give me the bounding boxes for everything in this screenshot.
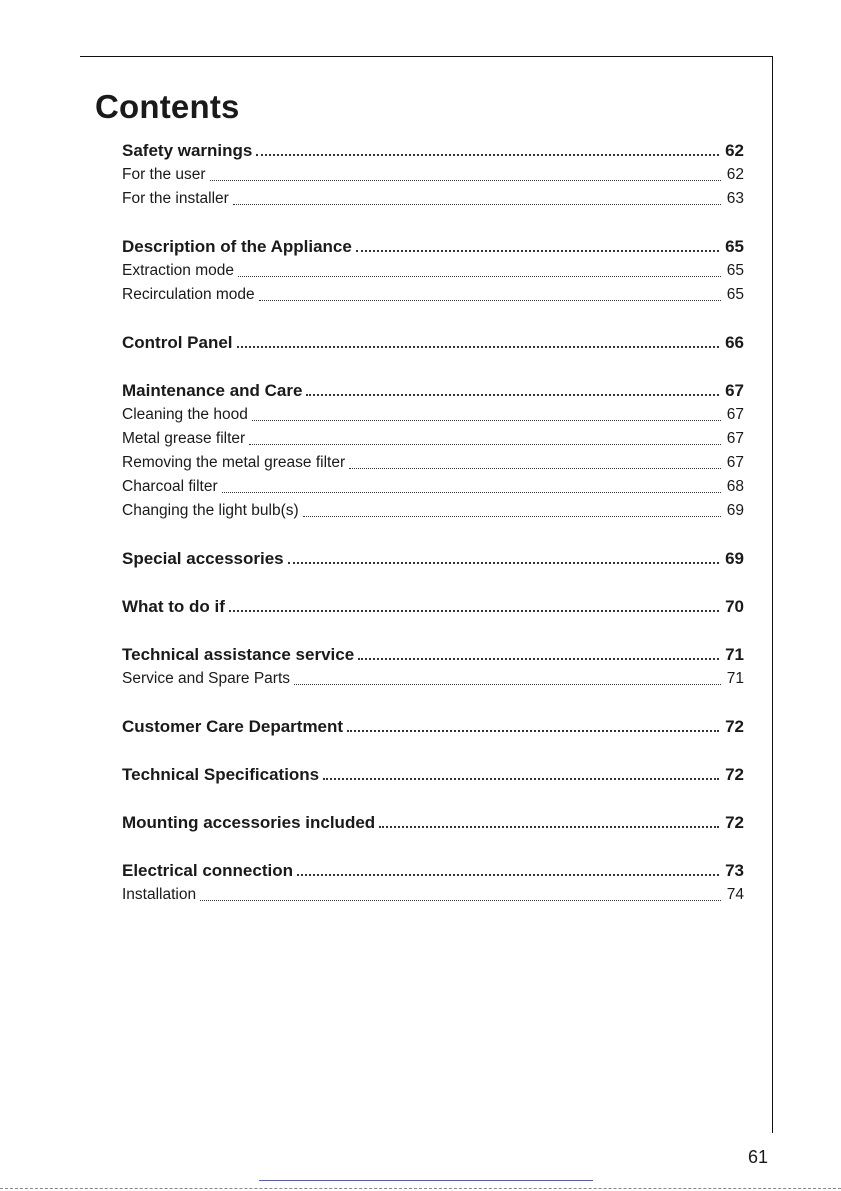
- toc-entry-page: 74: [726, 886, 744, 903]
- toc-entry-label: Control Panel: [122, 333, 233, 352]
- toc-subsection-entry[interactable]: [122, 283, 744, 307]
- toc-section-entry[interactable]: [122, 595, 744, 619]
- toc-entry-page: 66: [725, 333, 744, 352]
- toc-spacer: [122, 571, 744, 595]
- toc-entry-page: 62: [726, 166, 744, 183]
- toc-subsection-entry[interactable]: [122, 427, 744, 451]
- toc-entry-page: 68: [726, 478, 744, 495]
- toc-entry-label: Special accessories: [122, 549, 284, 568]
- toc-spacer: [122, 691, 744, 715]
- dot-leader: [303, 515, 721, 517]
- toc-section-entry[interactable]: [122, 547, 744, 571]
- toc-spacer: [122, 211, 744, 235]
- dot-leader: [323, 777, 719, 780]
- dot-leader: [256, 153, 719, 156]
- toc-entry-page: 69: [725, 549, 744, 568]
- toc-entry-label: What to do if: [122, 597, 225, 616]
- table-of-contents: [122, 139, 744, 907]
- dot-leader: [259, 299, 721, 301]
- toc-section-entry[interactable]: [122, 763, 744, 787]
- toc-section-entry[interactable]: [122, 379, 744, 403]
- toc-entry-label: For the installer: [122, 190, 229, 207]
- page-number: 61: [748, 1147, 769, 1167]
- toc-subsection-entry[interactable]: [122, 451, 744, 475]
- toc-spacer: [122, 355, 744, 379]
- toc-entry-label: Description of the Appliance: [122, 237, 352, 256]
- toc-entry-page: 71: [726, 670, 744, 687]
- dot-leader: [210, 179, 721, 181]
- right-margin-rule: [772, 56, 773, 1133]
- toc-spacer: [122, 835, 744, 859]
- toc-section-entry[interactable]: [122, 859, 744, 883]
- toc-subsection-entry[interactable]: [122, 259, 744, 283]
- toc-entry-page: 67: [726, 406, 744, 423]
- toc-spacer: [122, 523, 744, 547]
- toc-entry-label: Service and Spare Parts: [122, 670, 291, 687]
- toc-subsection-entry[interactable]: [122, 499, 744, 523]
- toc-entry-page: 67: [726, 454, 744, 471]
- toc-entry-label: Charcoal filter: [122, 478, 218, 495]
- dot-leader: [349, 467, 721, 469]
- toc-entry-page: 73: [725, 861, 744, 880]
- toc-section-entry[interactable]: [122, 715, 744, 739]
- dot-leader: [306, 393, 719, 396]
- toc-entry-label: Safety warnings: [122, 141, 253, 160]
- dot-leader: [294, 683, 721, 685]
- dot-leader: [252, 419, 721, 421]
- toc-spacer: [122, 307, 744, 331]
- top-rule: [80, 56, 773, 57]
- dot-leader: [200, 899, 721, 901]
- toc-subsection-entry[interactable]: [122, 667, 744, 691]
- footer-link-underline[interactable]: [259, 1180, 593, 1181]
- dot-leader: [356, 249, 719, 252]
- toc-entry-label: Recirculation mode: [122, 286, 255, 303]
- toc-entry-page: 72: [725, 717, 744, 736]
- toc-entry-label: Electrical connection: [122, 861, 293, 880]
- dot-leader: [237, 345, 720, 348]
- toc-entry-page: 72: [725, 813, 744, 832]
- toc-entry-page: 67: [726, 430, 744, 447]
- toc-entry-label: Maintenance and Care: [122, 381, 303, 400]
- toc-entry-page: 62: [725, 141, 744, 160]
- toc-entry-label: Installation: [122, 886, 197, 903]
- toc-section-entry[interactable]: [122, 811, 744, 835]
- toc-subsection-entry[interactable]: [122, 883, 744, 907]
- toc-entry-page: 65: [726, 286, 744, 303]
- footer-divider: [0, 1188, 841, 1189]
- toc-section-entry[interactable]: [122, 235, 744, 259]
- dot-leader: [233, 203, 721, 205]
- toc-spacer: [122, 619, 744, 643]
- toc-section-entry[interactable]: [122, 331, 744, 355]
- dot-leader: [249, 443, 721, 445]
- toc-entry-page: 71: [725, 645, 744, 664]
- dot-leader: [358, 657, 719, 660]
- dot-leader: [297, 873, 719, 876]
- toc-entry-page: 63: [726, 190, 744, 207]
- toc-entry-label: Technical Specifications: [122, 765, 320, 784]
- toc-entry-page: 65: [725, 237, 744, 256]
- toc-entry-label: Mounting accessories included: [122, 813, 376, 832]
- dot-leader: [347, 729, 719, 732]
- toc-spacer: [122, 739, 744, 763]
- toc-section-entry[interactable]: [122, 139, 744, 163]
- toc-entry-page: 70: [725, 597, 744, 616]
- page-title: Contents: [95, 88, 240, 125]
- toc-subsection-entry[interactable]: [122, 187, 744, 211]
- toc-entry-label: Changing the light bulb(s): [122, 502, 299, 519]
- toc-entry-label: For the user: [122, 166, 206, 183]
- toc-entry-page: 69: [726, 502, 744, 519]
- toc-entry-label: Technical assistance service: [122, 645, 355, 664]
- toc-entry-label: Extraction mode: [122, 262, 234, 279]
- toc-entry-label: Customer Care Department: [122, 717, 344, 736]
- dot-leader: [238, 275, 721, 277]
- toc-subsection-entry[interactable]: [122, 163, 744, 187]
- dot-leader: [222, 491, 721, 493]
- toc-entry-label: Metal grease filter: [122, 430, 246, 447]
- toc-entry-page: 72: [725, 765, 744, 784]
- toc-entry-label: Cleaning the hood: [122, 406, 248, 423]
- toc-entry-label: Removing the metal grease filter: [122, 454, 346, 471]
- toc-entry-page: 67: [725, 381, 744, 400]
- dot-leader: [379, 825, 719, 828]
- toc-subsection-entry[interactable]: [122, 403, 744, 427]
- toc-entry-page: 65: [726, 262, 744, 279]
- toc-section-entry[interactable]: [122, 643, 744, 667]
- toc-spacer: [122, 787, 744, 811]
- dot-leader: [229, 609, 719, 612]
- dot-leader: [288, 561, 719, 564]
- toc-subsection-entry[interactable]: [122, 475, 744, 499]
